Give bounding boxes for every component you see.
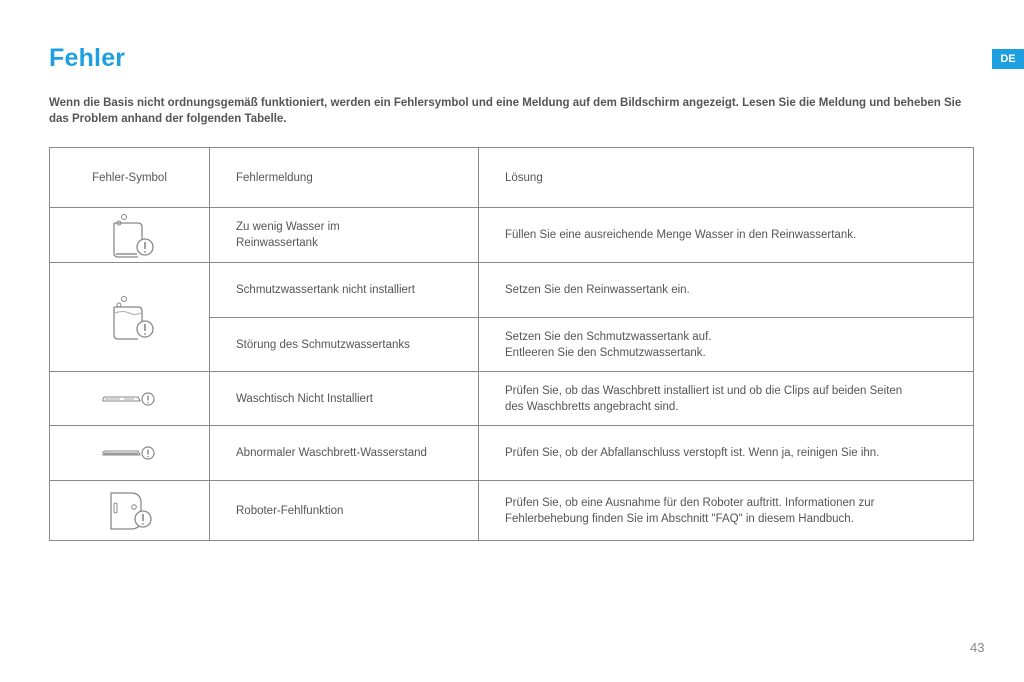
table-row-icon-cell <box>50 426 209 480</box>
header-symbol: Fehler-Symbol <box>92 171 167 184</box>
error-solution: Setzen Sie den Reinwassertank ein. <box>505 284 690 296</box>
table-row-icon-cell <box>50 263 209 371</box>
error-solution: Prüfen Sie, ob der Abfallanschluss verstopft ist. Wenn ja, reinigen Sie ihn. <box>505 447 880 459</box>
washboard-not-installed-icon <box>100 389 160 409</box>
error-table <box>49 147 974 541</box>
error-message: Störung des Schmutzwassertanks <box>236 338 410 351</box>
error-message: Zu wenig Wasser im Reinwassertank <box>236 221 340 249</box>
clean-water-tank-error-icon <box>105 209 155 261</box>
page-number: 43 <box>970 640 985 655</box>
header-solution: Lösung <box>505 171 543 184</box>
error-solution: Füllen Sie eine ausreichende Menge Wasser in den Reinwassertank. <box>505 229 857 241</box>
page-title: Fehler <box>49 44 126 72</box>
error-solution: Prüfen Sie, ob das Waschbrett installiert ist und ob die Clips auf beiden Seiten des Waschbretts angebracht sind. <box>505 384 903 413</box>
error-solution: Setzen Sie den Schmutzwassertank auf. Entleeren Sie den Schmutzwassertank. <box>505 330 712 359</box>
table-row-icon-cell <box>50 481 209 540</box>
error-message: Roboter-Fehlfunktion <box>236 504 344 517</box>
header-message: Fehlermeldung <box>236 171 313 184</box>
error-message: Schmutzwassertank nicht installiert <box>236 284 415 296</box>
intro-paragraph: Wenn die Basis nicht ordnungsgemäß funktioniert, werden ein Fehlersymbol und eine Meldung auf dem Bildschirm angezeigt. Lesen Sie die Meldung und beheben Sie das Problem anhand der folgenden Tabelle. <box>49 97 962 125</box>
error-message: Abnormaler Waschbrett-Wasserstand <box>236 447 427 459</box>
language-badge: DE <box>992 49 1024 69</box>
dirty-water-tank-error-icon <box>105 289 155 345</box>
robot-malfunction-icon <box>103 489 157 533</box>
washboard-water-level-error-icon <box>100 443 160 463</box>
error-solution: Prüfen Sie, ob eine Ausnahme für den Roboter auftritt. Informationen zur Fehlerbehebung finden Sie im Abschnitt "FAQ" in diesem Handbuch. <box>505 496 875 525</box>
table-row-icon-cell <box>50 372 209 425</box>
error-message: Waschtisch Nicht Installiert <box>236 392 373 405</box>
table-row-icon-cell <box>50 208 209 262</box>
